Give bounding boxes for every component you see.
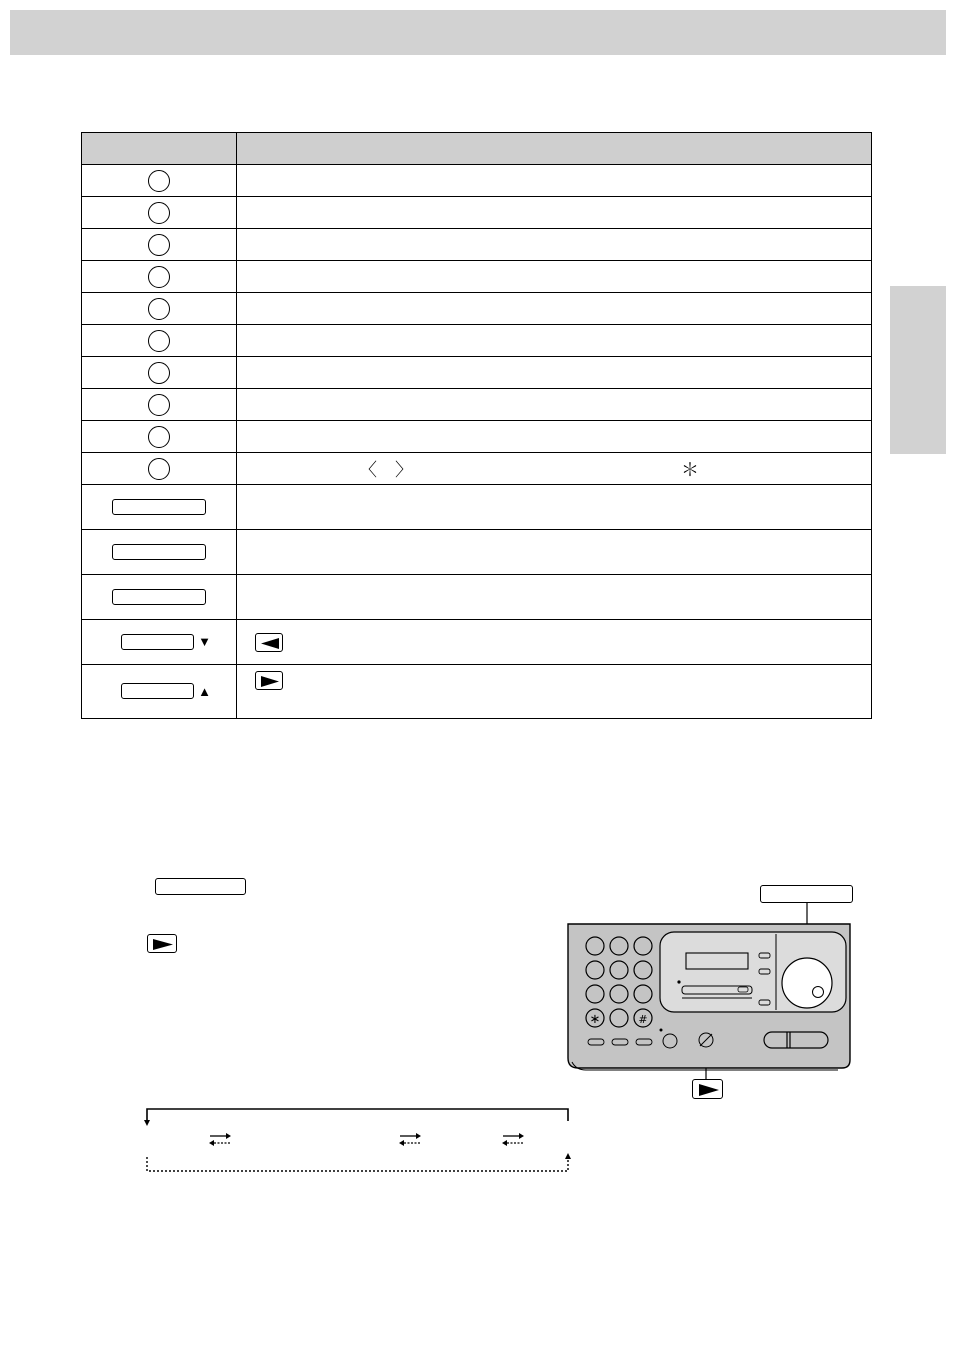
left-angle-glyph: 〈 [359,459,377,480]
dial-key-icon [148,170,170,192]
table-row [82,293,872,325]
table-row [82,229,872,261]
function-key-icon [112,544,206,560]
table-row [82,620,872,665]
callout-function-key-icon [760,885,853,903]
function-key-icon [121,634,194,650]
table-row [82,453,872,485]
down-triangle-icon: ▼ [198,634,211,650]
dial-key-icon [148,426,170,448]
dial-key-icon [148,234,170,256]
table-row [82,325,872,357]
dial-key-icon [148,298,170,320]
table-row [82,357,872,389]
dial-key-icon [148,362,170,384]
dial-key-icon [148,266,170,288]
dial-key-icon [148,394,170,416]
setting-cycle-diagram [140,1105,576,1179]
instruction-right-arrow-key-icon [147,934,177,953]
swap-arrow-icon [399,1133,421,1146]
right-arrow-key-icon [255,671,283,690]
table-row [82,530,872,575]
table-row [82,485,872,530]
swap-arrow-icon [209,1133,231,1146]
table-header-key [82,133,237,165]
header-bar [10,10,946,55]
dial-key-icon [148,458,170,480]
function-key-icon [112,589,206,605]
swap-arrow-icon [502,1133,524,1146]
table-row [82,197,872,229]
table-header-row [82,133,872,165]
table-header-description [237,133,872,165]
dial-key-icon [148,202,170,224]
left-arrow-key-icon [255,633,283,652]
instruction-function-key-icon [155,878,246,895]
dial-key-icon [148,330,170,352]
table-row [82,165,872,197]
table-row [82,421,872,453]
up-triangle-icon: ▲ [198,683,211,699]
key-function-table [81,132,872,719]
callout-right-arrow-key-icon [692,1079,723,1099]
function-key-icon [112,499,206,515]
star-glyph: ＊ [681,459,699,480]
table-row [82,665,872,719]
svg-text:#: # [638,1013,648,1026]
svg-text:∗: ∗ [589,1012,601,1027]
function-key-icon [121,683,194,699]
table-row [82,389,872,421]
fax-panel-illustration [566,902,854,1074]
table-row [82,575,872,620]
section-tab [890,286,946,454]
right-angle-glyph: 〉 [395,459,413,480]
table-row [82,261,872,293]
